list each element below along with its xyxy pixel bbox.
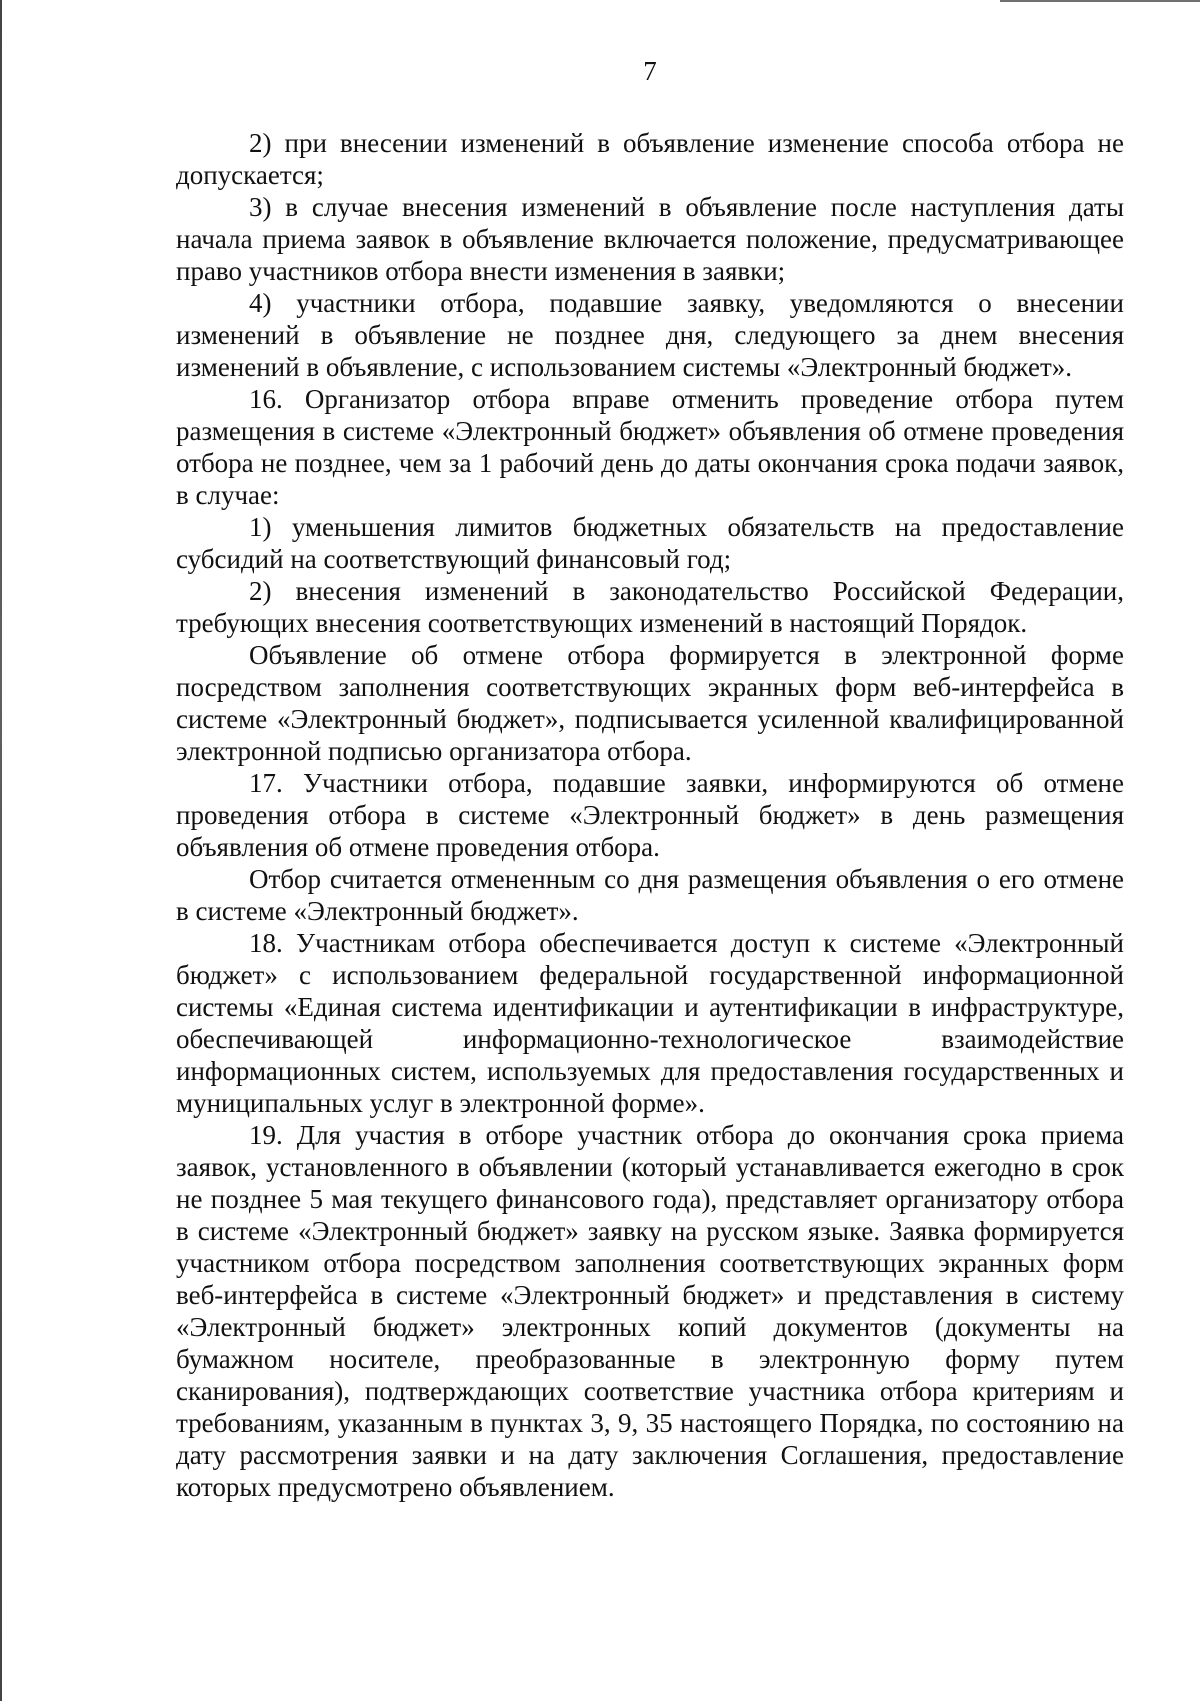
paragraph-clause-16: 16. Организатор отбора вправе отменить проведение отбора путем размещения в системе «Электронный бюджет» объявления об отмене проведения отбора не позднее, чем за 1 рабочий день до даты окончания срока подачи заявок, в случае: (176, 384, 1124, 510)
document-page (176, 55, 1124, 1503)
paragraph-clause-16-item-1: 1) уменьшения лимитов бюджетных обязательств на предоставление субсидий на соответствующий финансовый год; (176, 512, 1124, 574)
paragraph-cancellation-effective: Отбор считается отмененным со дня размещения объявления о его отмене в системе «Электронный бюджет». (176, 864, 1124, 926)
page-number: 7 (643, 56, 657, 86)
paragraph-clause-16-item-2: 2) внесения изменений в законодательство Российской Федерации, требующих внесения соответствующих изменений в настоящий Порядок. (176, 576, 1124, 638)
paragraph-item-3: 3) в случае внесения изменений в объявление после наступления даты начала приема заявок в объявление включается положение, предусматривающее право участников отбора внести изменения в заявки; (176, 192, 1124, 286)
paragraph-cancellation-notice: Объявление об отмене отбора формируется в электронной форме посредством заполнения соответствующих экранных форм веб-интерфейса в системе «Электронный бюджет», подписывается усиленной квалифицированной электронной подписью организатора отбора. (176, 640, 1124, 766)
paragraph-clause-19: 19. Для участия в отборе участник отбора до окончания срока приема заявок, установленного в объявлении (который устанавливается ежегодно в срок не позднее 5 мая текущего финансового года), представляет организатору отбора в системе «Электронный бюджет» заявку на русском языке. Заявка формируется участником отбора посредством заполнения соответствующих экранных форм веб-интерфейса в системе «Электронный бюджет» и представления в систему «Электронный бюджет» электронных копий документов (документы на бумажном носителе, преобразованные в электронную форму путем сканирования), подтверждающих соответствие участника отбора критериям и требованиям, указанным в пунктах 3, 9, 35 настоящего Порядка, по состоянию на дату рассмотрения заявки и на дату заключения Соглашения, предоставление которых предусмотрено объявлением. (176, 1120, 1124, 1502)
paragraph-item-2: 2) при внесении изменений в объявление изменение способа отбора не допускается; (176, 128, 1124, 190)
paragraph-item-4: 4) участники отбора, подавшие заявку, уведомляются о внесении изменений в объявление не позднее дня, следующего за днем внесения изменений в объявление, с использованием системы «Электронный бюджет». (176, 288, 1124, 382)
scan-edge-left (0, 0, 2, 1701)
paragraph-clause-17: 17. Участники отбора, подавшие заявки, информируются об отмене проведения отбора в системе «Электронный бюджет» в день размещения объявления об отмене проведения отбора. (176, 768, 1124, 862)
paragraph-clause-18: 18. Участникам отбора обеспечивается доступ к системе «Электронный бюджет» с использованием федеральной государственной информационной системы «Единая система идентификации и аутентификации в инфраструктуре, обеспечивающей информационно-технологическое взаимодействие информационных систем, используемых для предоставления государственных и муниципальных услуг в электронной форме». (176, 928, 1124, 1118)
scan-edge-top (1000, 0, 1200, 2)
